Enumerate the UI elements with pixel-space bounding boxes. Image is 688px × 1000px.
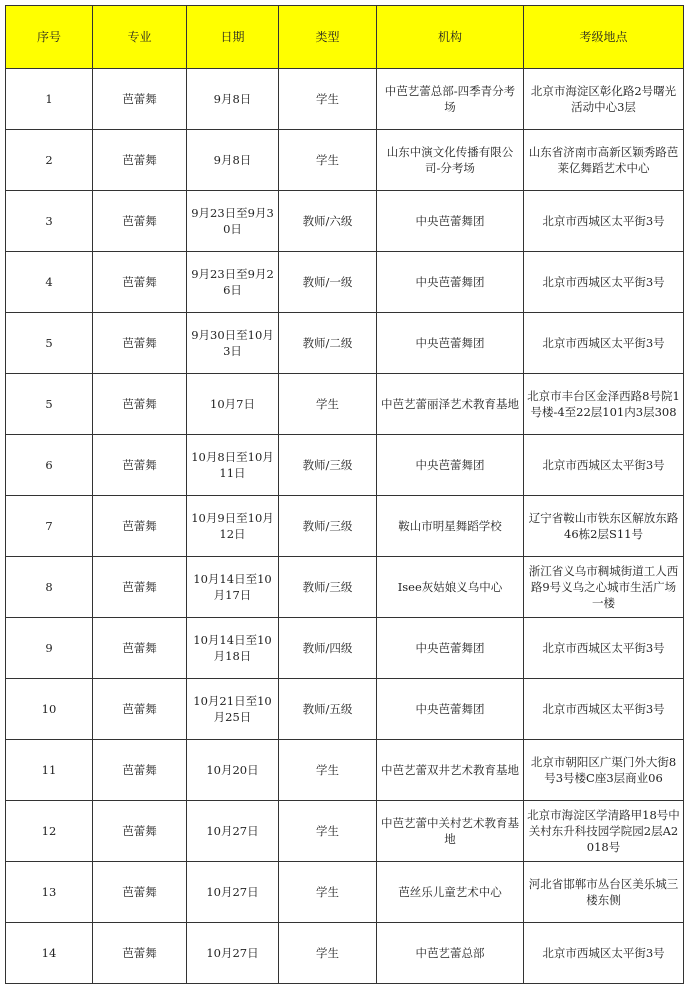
cell-location: 北京市西城区太平街3号 (524, 679, 684, 740)
table-row (6, 313, 684, 374)
cell-institution: 芭丝乐儿童艺术中心 (377, 862, 524, 923)
cell-location: 北京市西城区太平街3号 (524, 313, 684, 374)
cell-index: 2 (6, 130, 93, 191)
cell-date: 10月21日至10月25日 (187, 679, 279, 740)
table-row (6, 679, 684, 740)
cell-type: 学生 (279, 740, 377, 801)
cell-date: 9月8日 (187, 69, 279, 130)
cell-location: 山东省济南市高新区颖秀路芭莱亿舞蹈艺术中心 (524, 130, 684, 191)
cell-location: 辽宁省鞍山市铁东区解放东路46栋2层S11号 (524, 496, 684, 557)
cell-date: 10月27日 (187, 801, 279, 862)
cell-location: 北京市朝阳区广渠门外大街8号3号楼C座3层商业06 (524, 740, 684, 801)
cell-institution: 中央芭蕾舞团 (377, 191, 524, 252)
cell-location: 浙江省义乌市稠城街道工人西路9号义乌之心城市生活广场一楼 (524, 557, 684, 618)
table-row (6, 740, 684, 801)
cell-institution: 中央芭蕾舞团 (377, 679, 524, 740)
cell-date: 9月8日 (187, 130, 279, 191)
cell-major: 芭蕾舞 (93, 740, 187, 801)
cell-major: 芭蕾舞 (93, 69, 187, 130)
table-row (6, 252, 684, 313)
cell-index: 11 (6, 740, 93, 801)
cell-index: 8 (6, 557, 93, 618)
cell-location: 北京市丰台区金泽西路8号院1号楼-4至22层101内3层308 (524, 374, 684, 435)
cell-date: 10月7日 (187, 374, 279, 435)
cell-type: 教师/四级 (279, 618, 377, 679)
cell-type: 学生 (279, 923, 377, 984)
cell-major: 芭蕾舞 (93, 862, 187, 923)
table-header (6, 6, 684, 69)
cell-location: 河北省邯郸市丛台区美乐城三楼东侧 (524, 862, 684, 923)
cell-index: 6 (6, 435, 93, 496)
cell-major: 芭蕾舞 (93, 557, 187, 618)
cell-institution: 中央芭蕾舞团 (377, 313, 524, 374)
cell-index: 4 (6, 252, 93, 313)
cell-location: 北京市西城区太平街3号 (524, 435, 684, 496)
cell-institution: 中央芭蕾舞团 (377, 618, 524, 679)
cell-institution: Isee灰姑娘义乌中心 (377, 557, 524, 618)
table-row (6, 923, 684, 984)
cell-institution: 中央芭蕾舞团 (377, 435, 524, 496)
cell-location: 北京市海淀区彰化路2号曙光活动中心3层 (524, 69, 684, 130)
cell-index: 5 (6, 313, 93, 374)
table-row (6, 618, 684, 679)
header-institution: 机构 (377, 6, 524, 69)
cell-index: 14 (6, 923, 93, 984)
header-major: 专业 (93, 6, 187, 69)
header-location: 考级地点 (524, 6, 684, 69)
cell-major: 芭蕾舞 (93, 130, 187, 191)
cell-location: 北京市西城区太平街3号 (524, 618, 684, 679)
cell-location: 北京市西城区太平街3号 (524, 252, 684, 313)
cell-date: 9月23日至9月26日 (187, 252, 279, 313)
cell-type: 教师/一级 (279, 252, 377, 313)
cell-type: 学生 (279, 69, 377, 130)
cell-date: 10月20日 (187, 740, 279, 801)
header-row (6, 6, 684, 69)
cell-location: 北京市西城区太平街3号 (524, 923, 684, 984)
cell-index: 13 (6, 862, 93, 923)
cell-major: 芭蕾舞 (93, 191, 187, 252)
cell-index: 5 (6, 374, 93, 435)
cell-type: 教师/三级 (279, 435, 377, 496)
cell-index: 3 (6, 191, 93, 252)
cell-major: 芭蕾舞 (93, 252, 187, 313)
cell-index: 12 (6, 801, 93, 862)
cell-type: 学生 (279, 130, 377, 191)
cell-institution: 中芭艺蕾丽泽艺术教育基地 (377, 374, 524, 435)
cell-date: 10月27日 (187, 862, 279, 923)
table-row (6, 801, 684, 862)
cell-institution: 山东中演文化传播有限公司-分考场 (377, 130, 524, 191)
cell-major: 芭蕾舞 (93, 679, 187, 740)
header-type: 类型 (279, 6, 377, 69)
header-index: 序号 (6, 6, 93, 69)
cell-type: 教师/三级 (279, 557, 377, 618)
cell-date: 9月30日至10月3日 (187, 313, 279, 374)
cell-major: 芭蕾舞 (93, 801, 187, 862)
table-row (6, 496, 684, 557)
table-body (6, 69, 684, 984)
cell-institution: 中芭艺蕾中关村艺术教育基地 (377, 801, 524, 862)
cell-location: 北京市海淀区学清路甲18号中关村东升科技园学院园2层A2018号 (524, 801, 684, 862)
table-row (6, 191, 684, 252)
cell-institution: 中央芭蕾舞团 (377, 252, 524, 313)
cell-major: 芭蕾舞 (93, 618, 187, 679)
cell-date: 9月23日至9月30日 (187, 191, 279, 252)
table-row (6, 862, 684, 923)
cell-location: 北京市西城区太平街3号 (524, 191, 684, 252)
exam-schedule-table (5, 5, 684, 984)
cell-type: 学生 (279, 862, 377, 923)
cell-type: 教师/三级 (279, 496, 377, 557)
cell-major: 芭蕾舞 (93, 374, 187, 435)
cell-type: 教师/五级 (279, 679, 377, 740)
cell-index: 9 (6, 618, 93, 679)
cell-type: 学生 (279, 374, 377, 435)
table-row (6, 435, 684, 496)
table-row (6, 69, 684, 130)
table-row (6, 130, 684, 191)
cell-date: 10月27日 (187, 923, 279, 984)
cell-index: 7 (6, 496, 93, 557)
cell-institution: 鞍山市明星舞蹈学校 (377, 496, 524, 557)
cell-institution: 中芭艺蕾总部 (377, 923, 524, 984)
table-row (6, 374, 684, 435)
cell-date: 10月14日至10月18日 (187, 618, 279, 679)
cell-institution: 中芭艺蕾双井艺术教育基地 (377, 740, 524, 801)
cell-major: 芭蕾舞 (93, 313, 187, 374)
cell-institution: 中芭艺蕾总部-四季青分考场 (377, 69, 524, 130)
header-date: 日期 (187, 6, 279, 69)
table-row (6, 557, 684, 618)
cell-date: 10月8日至10月11日 (187, 435, 279, 496)
cell-type: 教师/二级 (279, 313, 377, 374)
cell-major: 芭蕾舞 (93, 496, 187, 557)
cell-major: 芭蕾舞 (93, 923, 187, 984)
cell-major: 芭蕾舞 (93, 435, 187, 496)
cell-type: 学生 (279, 801, 377, 862)
cell-type: 教师/六级 (279, 191, 377, 252)
cell-index: 1 (6, 69, 93, 130)
cell-date: 10月14日至10月17日 (187, 557, 279, 618)
cell-index: 10 (6, 679, 93, 740)
cell-date: 10月9日至10月12日 (187, 496, 279, 557)
